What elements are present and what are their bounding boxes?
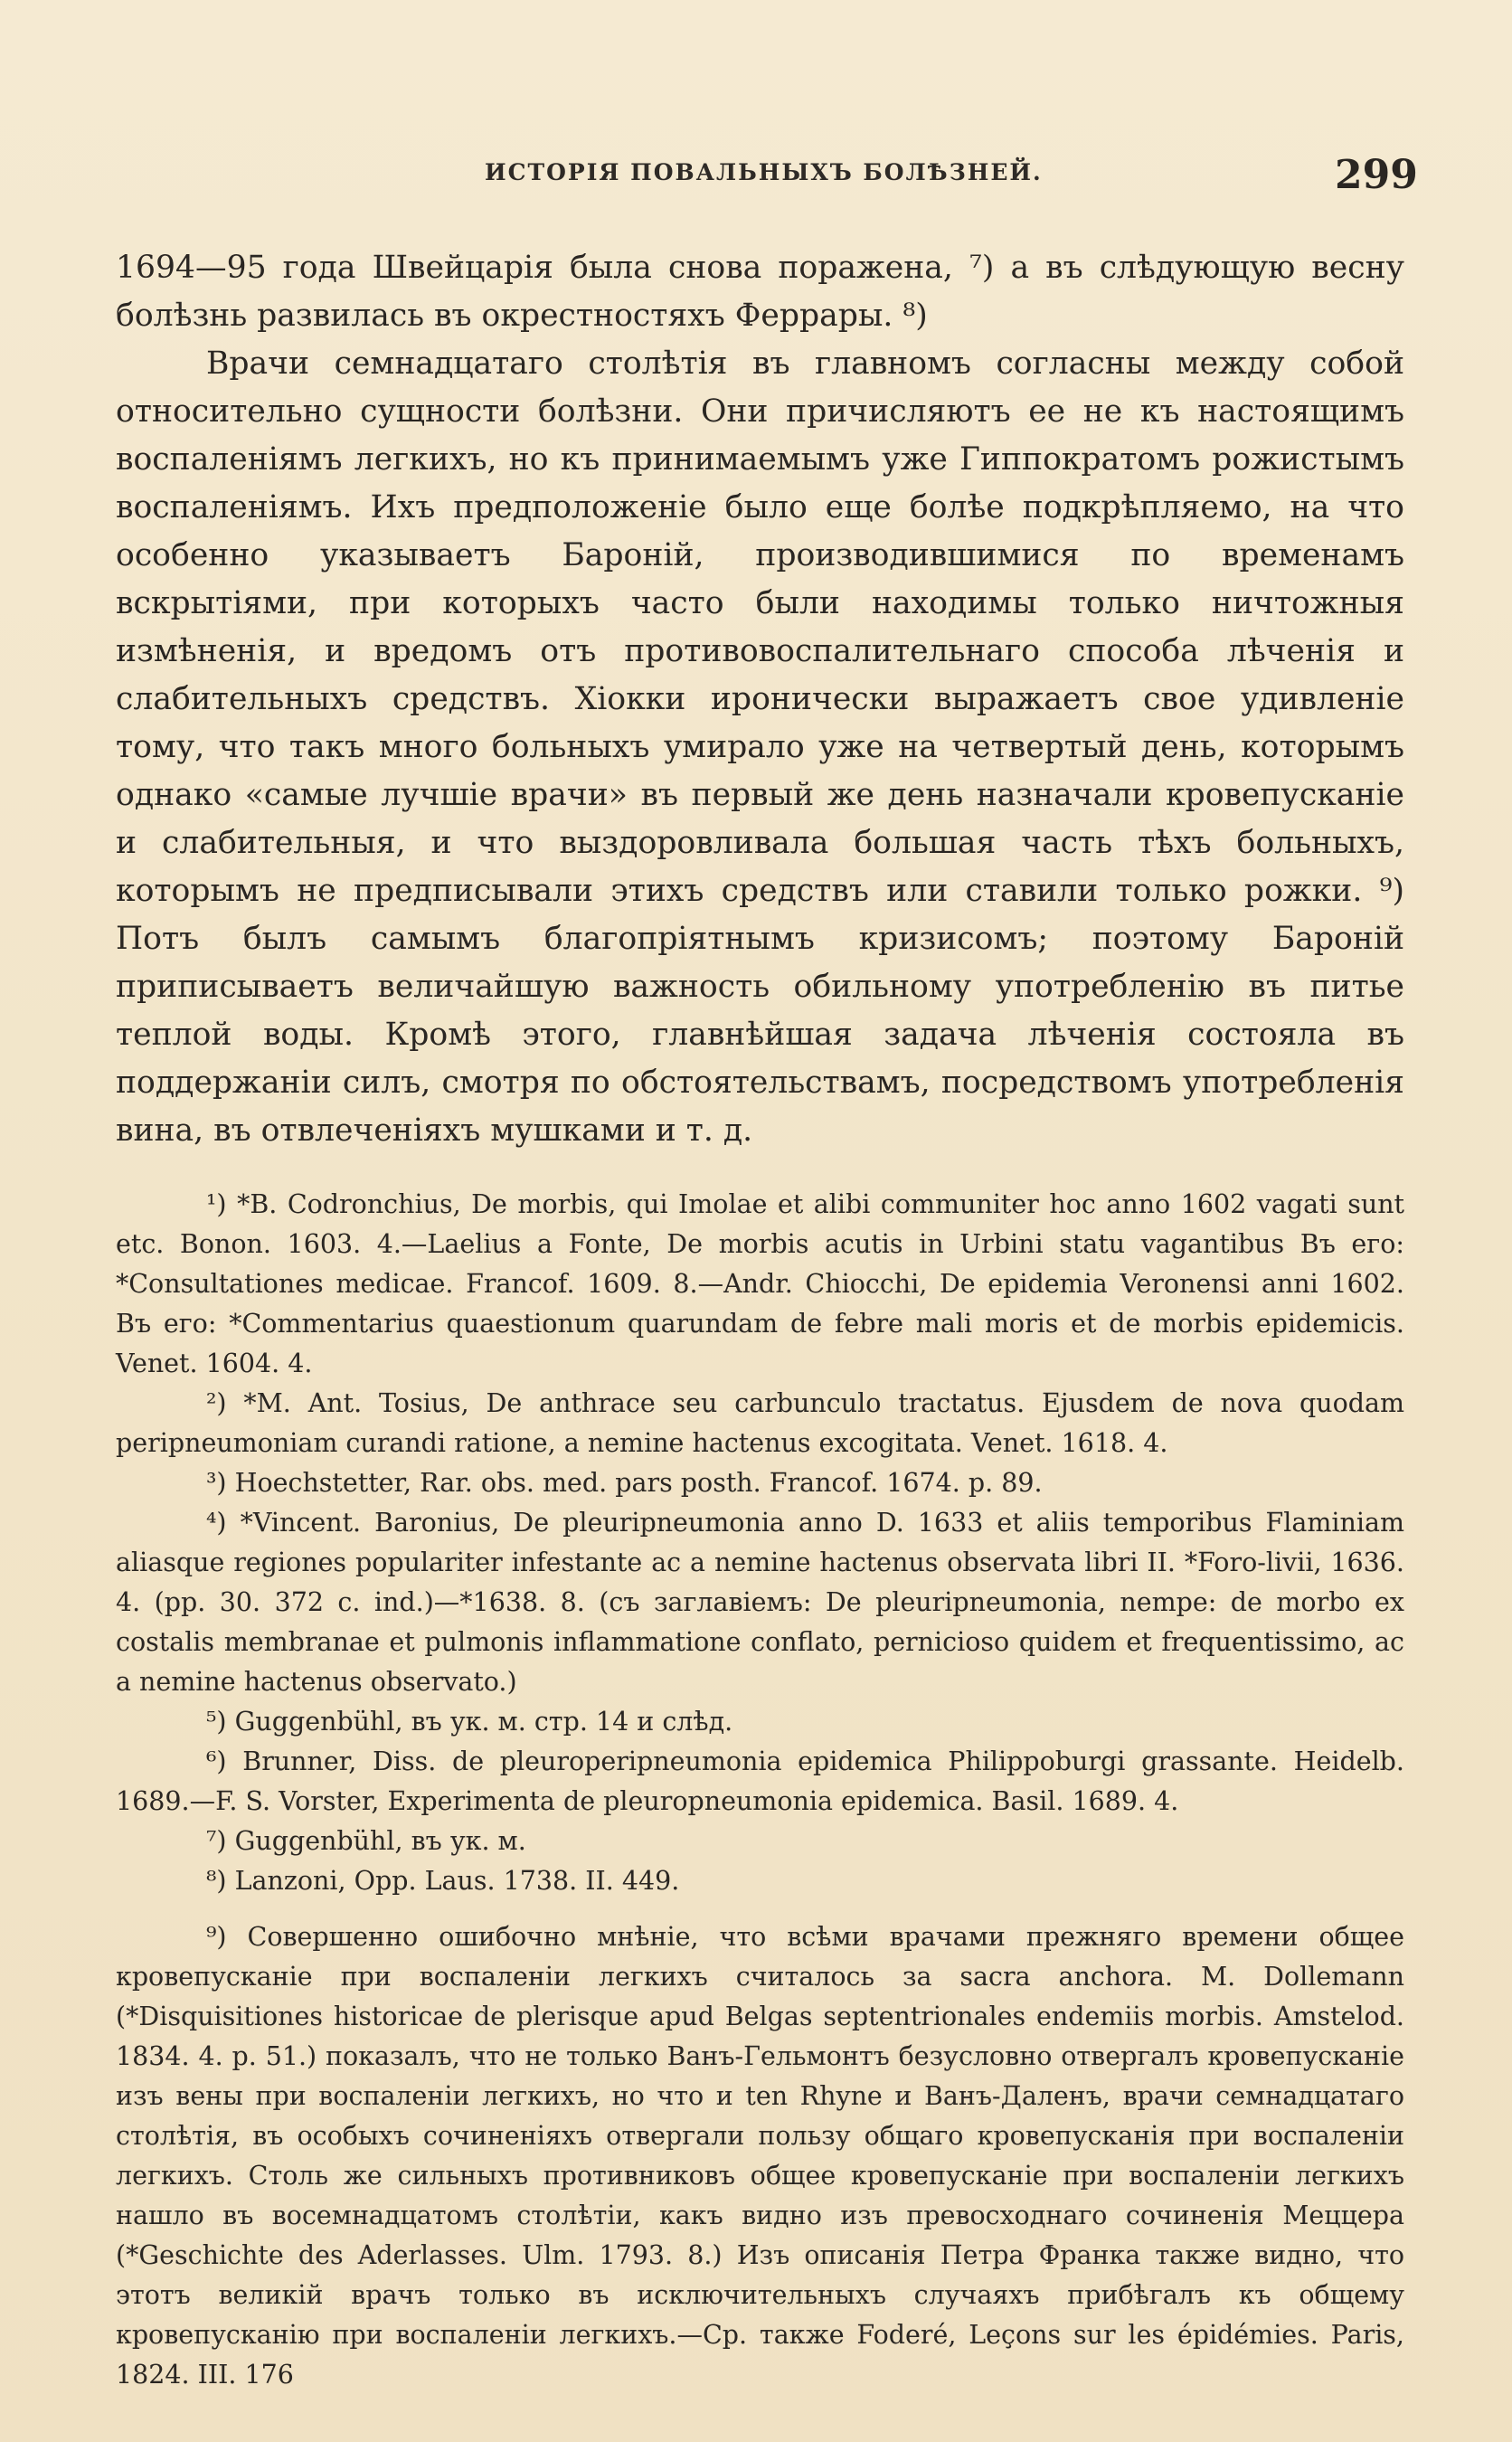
body-paragraph: Врачи семнадцатаго столѣтія въ главномъ согласны между собой относительно сущности болѣзни. Они причисляютъ ее не къ настоящимъ воспаленіямъ легкихъ, но къ принимаемымъ уже Гиппократомъ рожистымъ воспаленіямъ. Ихъ предположеніе было еще болѣе подкрѣпляемо, на что особенно указываетъ Бароній, производившимися по временамъ вскрытіями, при которыхъ часто были находимы только ничтожныя измѣненія, и вредомъ отъ противовоспалительнаго способа лѣченія и слабительныхъ средствъ. Хіокки иронически выражаетъ свое удивленіе тому, что такъ много больныхъ умирало уже на четвертый день, которымъ однако «самые лучшіе врачи» въ первый же день назначали кровепусканіе и слабительныя, и что выздоровливала большая часть тѣхъ больныхъ, которымъ не предписывали этихъ средствъ или ставили только рожки. ⁹) Потъ былъ самымъ благопріятнымъ кризисомъ; поэтому Бароній приписываетъ величайшую важность обильному употребленію въ питье теплой воды. Кромѣ этого, главнѣйшая задача лѣченія состояла въ поддержаніи силъ, смотря по обстоятельствамъ, посредствомъ употребленія вина, въ отвлеченіяхъ мушками и т. д. bbox=[116, 345, 1404, 1149]
footnote: ⁶) Brunner, Diss. de pleuroperipneumonia epidemica Philippoburgi grassante. Heidelb. 1689.—F. S. Vorster, Experimenta de pleuropneumonia epidemica. Basil. 1689. 4. bbox=[116, 1746, 1404, 1816]
footnote: ²) *M. Ant. Tosius, De anthrace seu carbunculo tractatus. Ejusdem de nova quodam peripneumoniam curandi ratione, a nemine hactenus excogitata. Venet. 1618. 4. bbox=[116, 1388, 1404, 1458]
footnote: ³) Hoechstetter, Rar. obs. med. pars posth. Francof. 1674. p. 89. bbox=[206, 1468, 1043, 1498]
page-number: 299 bbox=[1335, 152, 1418, 198]
footnote: ⁵) Guggenbühl, въ ук. м. стр. 14 и слѣд. bbox=[206, 1707, 733, 1737]
main-text bbox=[116, 244, 1404, 1155]
footnote: ⁸) Lanzoni, Opp. Laus. 1738. II. 449. bbox=[206, 1866, 680, 1896]
footnote: ⁹) Совершенно ошибочно мнѣніе, что всѣми врачами прежняго времени общее кровепусканіе при воспаленіи легкихъ считалось за sacra anchora. M. Dollemann (*Disquisitiones historicae de plerisque apud Belgas septentrionales endemiis morbis. Amstelod. 1834. 4. p. 51.) показалъ, что не только Ванъ-Гельмонтъ безусловно отвергалъ кровепусканіе изъ вены при воспаленіи легкихъ, но что и ten Rhyne и Ванъ-Даленъ, врачи семнадцатаго столѣтія, въ особыхъ сочиненіяхъ отвергали пользу общаго кровепусканія при воспаленіи легкихъ. Столь же сильныхъ противниковъ общее кровепусканіе при воспаленіи легкихъ нашло въ восемнадцатомъ столѣтіи, какъ видно изъ превосходнаго сочиненія Меццера (*Geschichte des Aderlasses. Ulm. 1793. 8.) Изъ описанія Петра Франка также видно, что этотъ великій врачъ только въ исключительныхъ случаяхъ прибѣгалъ къ общему кровепусканію при воспаленіи легкихъ.—Ср. также Foderé, Leçons sur les épidémies. Paris, 1824. III. 176 bbox=[116, 1922, 1404, 2390]
footnote: ¹) *B. Codronchius, De morbis, qui Imolae et alibi communiter hoc anno 1602 vagati sunt etc. Bonon. 1603. 4.—Laelius a Fonte, De morbis acutis in Urbini statu vagantibus Въ его: *Consultationes medicae. Francof. 1609. 8.—Andr. Chiocchi, De epidemia Veronensi anni 1602. Въ его: *Commentarius quaestionum quarundam de febre mali moris et de morbis epidemicis. Venet. 1604. 4. bbox=[116, 1189, 1404, 1378]
running-head: ИСТОРІЯ ПОВАЛЬНЫХЪ БОЛѢЗНЕЙ. bbox=[485, 159, 1043, 185]
body-paragraph: 1694—95 года Швейцарія была снова поражена, ⁷) а въ слѣдующую весну болѣзнь развилась въ окрестностяхъ Феррары. ⁸) bbox=[116, 250, 1404, 334]
footnote: ⁷) Guggenbühl, въ ук. м. bbox=[206, 1826, 526, 1856]
footnotes bbox=[116, 1185, 1404, 2395]
footnote: ⁴) *Vincent. Baronius, De pleuripneumonia anno D. 1633 et aliis temporibus Flaminiam aliasque regiones populariter infestante ac a nemine hactenus observata libri II. *Foro-livii, 1636. 4. (pp. 30. 372 c. ind.)—*1638. 8. (съ заглавіемъ: De pleuripneumonia, nempe: de morbo ex costalis membranae et pulmonis inflammatione conflato, pernicioso quidem et frequentissimo, ac a nemine hactenus observato.) bbox=[116, 1508, 1404, 1697]
